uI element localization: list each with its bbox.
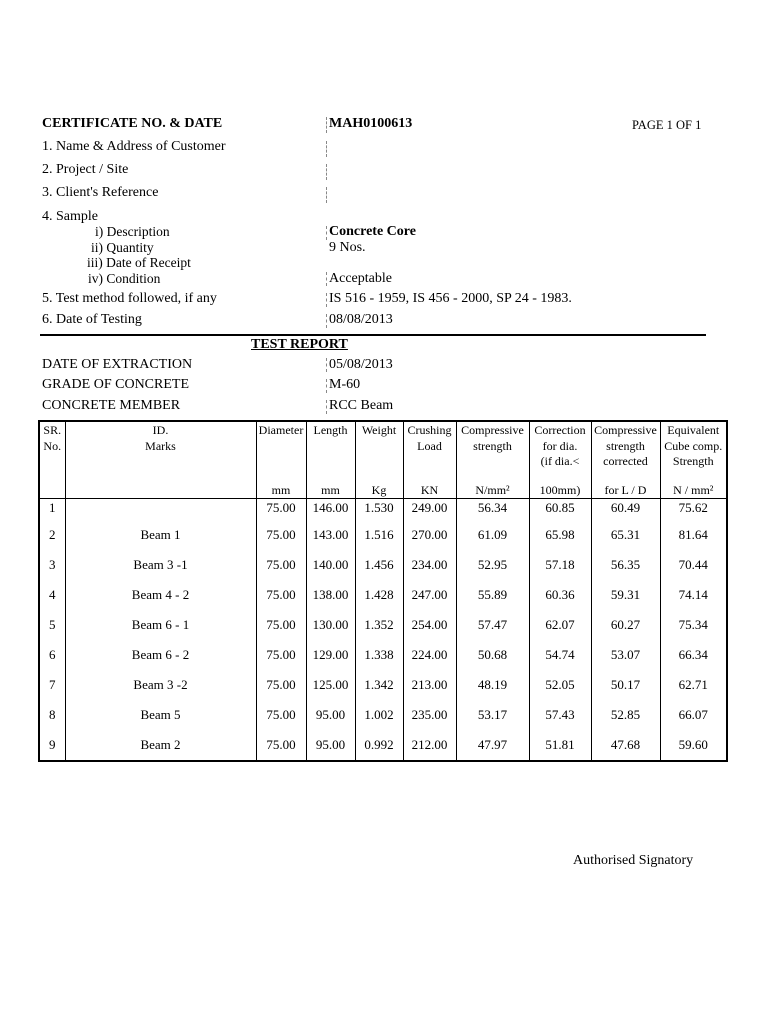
column-header-line: Cube comp. [664,438,723,453]
separator [326,400,327,414]
table-cell: 75.00 [256,640,306,670]
table-cell: 53.17 [456,700,529,730]
column-unit: KN [403,483,456,499]
certificate-label: CERTIFICATE NO. & DATE [42,116,223,131]
column-unit: Kg [355,483,403,499]
table-cell: 146.00 [306,499,355,521]
signature-label: Authorised Signatory [573,853,694,868]
extraction-date-value: 05/08/2013 [329,357,393,372]
separator [326,358,327,372]
grade-label: GRADE OF CONCRETE [42,377,190,392]
description-label: i) Description [95,224,170,239]
separator [326,164,327,180]
separator [326,187,327,203]
customer-label: 1. Name & Address of Customer [42,139,226,154]
table-cell: 65.31 [591,520,660,550]
table-cell: 95.00 [306,730,355,761]
column-header-line: Compressive [461,423,524,437]
column-unit: N / mm² [660,483,727,499]
column-header [39,421,65,483]
column-header-line: ID. [152,423,169,437]
table-cell: 65.98 [529,520,591,550]
table-cell: 9 [39,730,65,761]
table-cell: 47.68 [591,730,660,761]
table-cell: 130.00 [306,610,355,640]
column-header [355,421,403,483]
table-cell: 55.89 [456,580,529,610]
column-header-line: corrected [603,454,648,468]
table-cell: 75.34 [660,610,727,640]
table-cell: 57.43 [529,700,591,730]
test-method-label: 5. Test method followed, if any [42,291,217,306]
table-cell: 60.27 [591,610,660,640]
column-header-line: Strength [672,454,714,468]
table-cell: 125.00 [306,670,355,700]
table-cell: 60.36 [529,580,591,610]
table-cell: 4 [39,580,65,610]
table-cell: Beam 3 -2 [65,670,256,700]
column-unit: N/mm² [456,483,529,499]
member-value: RCC Beam [329,398,394,413]
column-unit: mm [306,483,355,499]
table-row [39,610,727,640]
table-cell: 74.14 [660,580,727,610]
column-header [403,421,456,483]
quantity-value: 9 Nos. [329,240,366,255]
grade-value: M-60 [329,377,361,392]
table-cell: 56.35 [591,550,660,580]
table-cell: Beam 4 - 2 [65,580,256,610]
table-row [39,730,727,761]
project-label: 2. Project / Site [42,162,129,177]
table-cell: 75.00 [256,550,306,580]
condition-label: iv) Condition [88,271,161,286]
table-cell: 249.00 [403,499,456,521]
column-unit: mm [256,483,306,499]
table-cell [65,499,256,521]
table-cell: 6 [39,640,65,670]
table-cell: 53.07 [591,640,660,670]
table-cell: 57.47 [456,610,529,640]
column-header-line: Length [313,423,348,437]
extraction-date-label: DATE OF EXTRACTION [42,357,193,372]
column-header [591,421,660,483]
table-cell: 59.31 [591,580,660,610]
table-row [39,499,727,521]
separator [326,379,327,393]
column-header-line: Crushing [407,423,452,437]
table-row [39,670,727,700]
column-header [256,421,306,483]
table-cell: 75.00 [256,700,306,730]
table-cell: 70.44 [660,550,727,580]
table-cell: Beam 6 - 1 [65,610,256,640]
column-header [529,421,591,483]
table-row [39,580,727,610]
table-row [39,550,727,580]
table-cell: 0.992 [355,730,403,761]
table-cell: 270.00 [403,520,456,550]
table-cell: 50.17 [591,670,660,700]
table-cell: 48.19 [456,670,529,700]
test-method-value: IS 516 - 1959, IS 456 - 2000, SP 24 - 1983. [329,291,572,306]
column-header [456,421,529,483]
page-number: PAGE 1 OF 1 [632,118,702,132]
table-cell: 8 [39,700,65,730]
column-header-line: Diameter [258,423,304,437]
table-cell: 61.09 [456,520,529,550]
table-cell: 57.18 [529,550,591,580]
column-header-line: Weight [361,423,397,437]
table-cell: 59.60 [660,730,727,761]
results-table [38,420,728,762]
table-cell: 2 [39,520,65,550]
table-cell: Beam 1 [65,520,256,550]
table-header [39,421,727,499]
table-row [39,700,727,730]
table-cell: 143.00 [306,520,355,550]
separator [326,272,327,286]
table-row [39,640,727,670]
testing-date-value: 08/08/2013 [329,312,393,327]
column-header [306,421,355,483]
table-cell: 235.00 [403,700,456,730]
separator [326,141,327,157]
table-cell: 1 [39,499,65,521]
table-cell: Beam 2 [65,730,256,761]
quantity-label: ii) Quantity [91,240,154,255]
table-cell: 52.95 [456,550,529,580]
divider [40,334,706,336]
testing-date-label: 6. Date of Testing [42,312,142,327]
column-unit: 100mm) [529,483,591,499]
table-cell: 75.00 [256,580,306,610]
report-title: TEST REPORT [251,337,348,352]
receipt-date-label: iii) Date of Receipt [87,255,191,270]
table-cell: 60.85 [529,499,591,521]
table-cell: 75.00 [256,610,306,640]
table-cell: Beam 6 - 2 [65,640,256,670]
table-cell: Beam 3 -1 [65,550,256,580]
table-cell: 138.00 [306,580,355,610]
table-cell: 75.00 [256,520,306,550]
table-cell: Beam 5 [65,700,256,730]
column-header-line: SR. [43,423,62,437]
table-cell: 254.00 [403,610,456,640]
column-header-line: Load [417,438,442,453]
column-header-line: for dia. [542,438,578,453]
table-cell: 1.352 [355,610,403,640]
column-header-line: strength [606,438,645,453]
table-cell: 1.002 [355,700,403,730]
table-cell: 62.07 [529,610,591,640]
table-cell: 7 [39,670,65,700]
table-cell: 75.00 [256,499,306,521]
table-cell: 234.00 [403,550,456,580]
column-unit [65,483,256,499]
table-cell: 129.00 [306,640,355,670]
column-header-line: strength [473,438,512,453]
table-cell: 3 [39,550,65,580]
separator [326,314,327,328]
table-cell: 5 [39,610,65,640]
column-header-line: Correction [534,423,586,437]
column-header-line: Compressive [594,423,657,437]
table-cell: 224.00 [403,640,456,670]
table-cell: 81.64 [660,520,727,550]
table-cell: 54.74 [529,640,591,670]
table-cell: 66.34 [660,640,727,670]
description-value: Concrete Core [329,224,416,239]
table-cell: 1.516 [355,520,403,550]
table-cell: 1.428 [355,580,403,610]
separator [326,117,327,133]
column-header-line: Equivalent [667,423,720,437]
table-cell: 247.00 [403,580,456,610]
table-cell: 75.00 [256,670,306,700]
table-cell: 213.00 [403,670,456,700]
client-reference-label: 3. Client's Reference [42,185,159,200]
column-header [65,421,256,483]
table-cell: 1.342 [355,670,403,700]
table-cell: 1.456 [355,550,403,580]
certificate-number: MAH0100613 [329,116,413,131]
sample-label: 4. Sample [42,209,98,224]
column-header-line: (if dia.< [540,454,580,468]
table-cell: 212.00 [403,730,456,761]
table-cell: 50.68 [456,640,529,670]
column-unit: for L / D [591,483,660,499]
table-body [39,499,727,762]
table-cell: 75.00 [256,730,306,761]
table-cell: 1.338 [355,640,403,670]
table-cell: 47.97 [456,730,529,761]
column-header-line: No. [43,438,62,453]
member-label: CONCRETE MEMBER [42,398,181,413]
table-cell: 140.00 [306,550,355,580]
column-header [660,421,727,483]
table-cell: 62.71 [660,670,727,700]
table-cell: 56.34 [456,499,529,521]
table-cell: 52.85 [591,700,660,730]
table-row [39,520,727,550]
condition-value: Acceptable [329,271,392,286]
table-cell: 66.07 [660,700,727,730]
table-cell: 1.530 [355,499,403,521]
column-header-line: Marks [145,438,176,453]
table-cell: 75.62 [660,499,727,521]
table-cell: 52.05 [529,670,591,700]
column-unit [39,483,65,499]
table-cell: 95.00 [306,700,355,730]
separator [326,293,327,307]
table-cell: 60.49 [591,499,660,521]
separator [326,226,327,240]
table-cell: 51.81 [529,730,591,761]
